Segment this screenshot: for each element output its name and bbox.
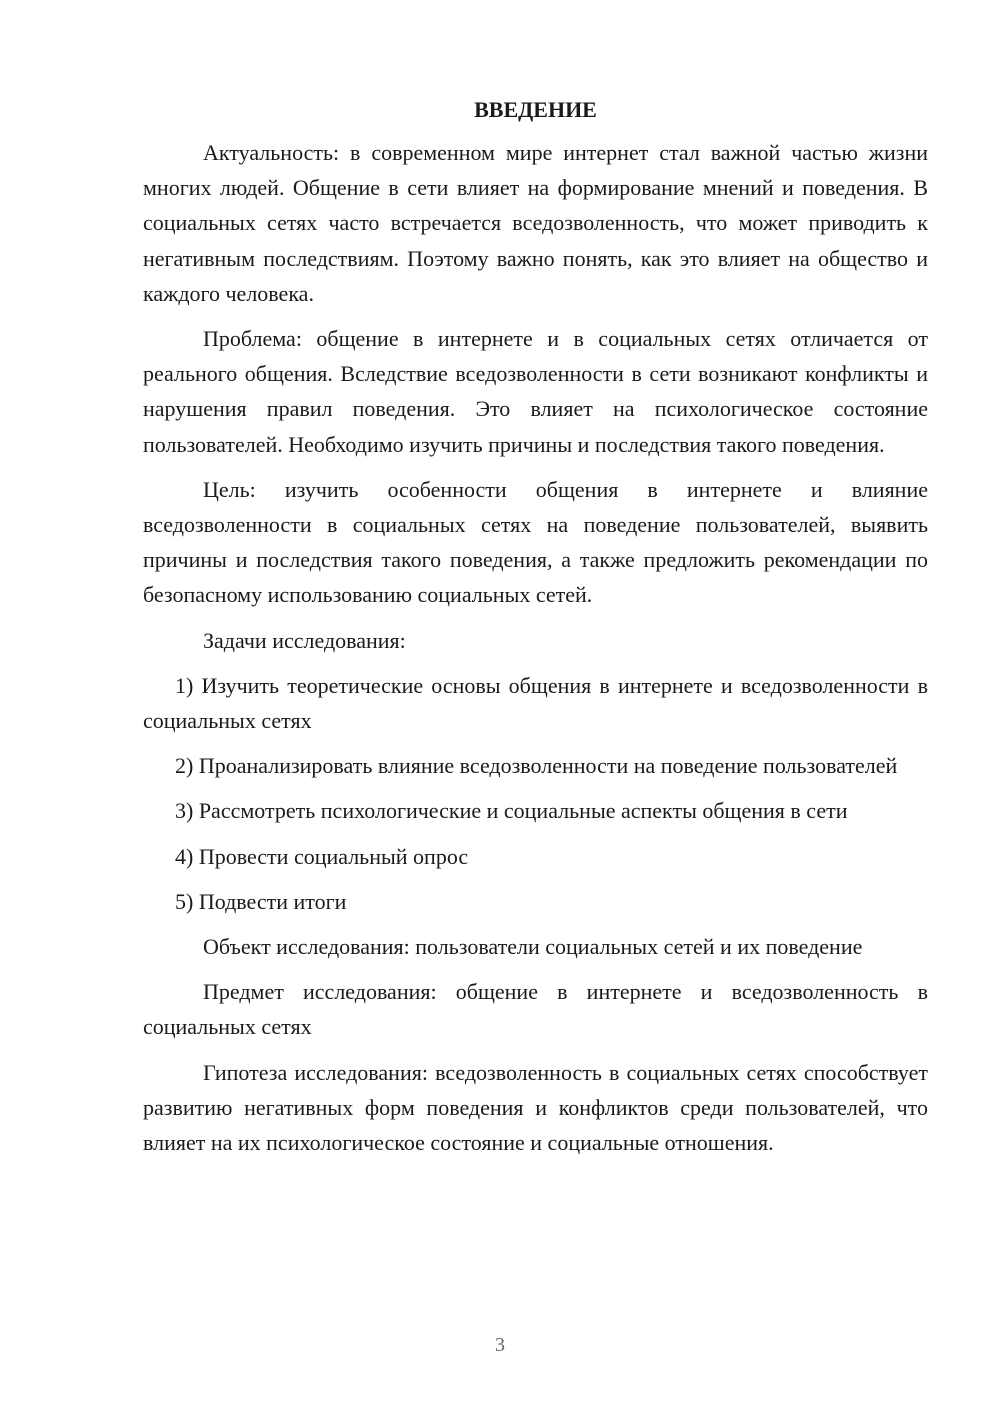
tasks-heading: Задачи исследования: (203, 627, 406, 653)
relevance-paragraph: Актуальность: в современном мире интернет стал важной частью жизни многих людей. Общение в сети влияет на формирование мнений и поведения. В социальных сетях часто встречается вседозволенность, что может приводить к негативным последствиям. Поэтому важно понять, как это влияет на общество и каждого человека. (143, 140, 928, 306)
object-paragraph: Объект исследования: пользователи социальных сетей и их поведение (203, 934, 863, 960)
page-content (143, 92, 928, 1170)
task-item: 4) Провести социальный опрос (175, 843, 469, 869)
problem-paragraph: Проблема: общение в интернете и в социальных сетях отличается от реального общения. Вследствие вседозволенности в сети возникают конфликты и нарушения правил поведения. Это влияет на психологическое состояние пользователей. Необходимо изучить причины и последствия такого поведения. (143, 326, 928, 457)
page-number: 3 (495, 1334, 505, 1356)
page-title: ВВЕДЕНИЕ (474, 97, 597, 122)
subject-paragraph: Предмет исследования: общение в интернете и вседозволенность в социальных сетях (143, 979, 928, 1040)
goal-paragraph: Цель: изучить особенности общения в интернете и влияние вседозволенности в социальных сетях на поведение пользователей, выявить причины и последствия такого поведения, а также предложить рекомендации по безопасному использованию социальных сетей. (143, 476, 928, 608)
task-item: 2) Проанализировать влияние вседозволенности на поведение пользователей (175, 753, 898, 779)
task-item: 1) Изучить теоретические основы общения в интернете и вседозволенности в социальных сетях (143, 672, 928, 734)
hypothesis-paragraph: Гипотеза исследования: вседозволенность в социальных сетях способствует развитию негативных форм поведения и конфликтов среди пользователей, что влияет на их психологическое состояние и социальные отношения. (143, 1059, 928, 1156)
task-item: 3) Рассмотреть психологические и социальные аспекты общения в сети (175, 798, 848, 824)
task-item: 5) Подвести итоги (175, 888, 347, 914)
